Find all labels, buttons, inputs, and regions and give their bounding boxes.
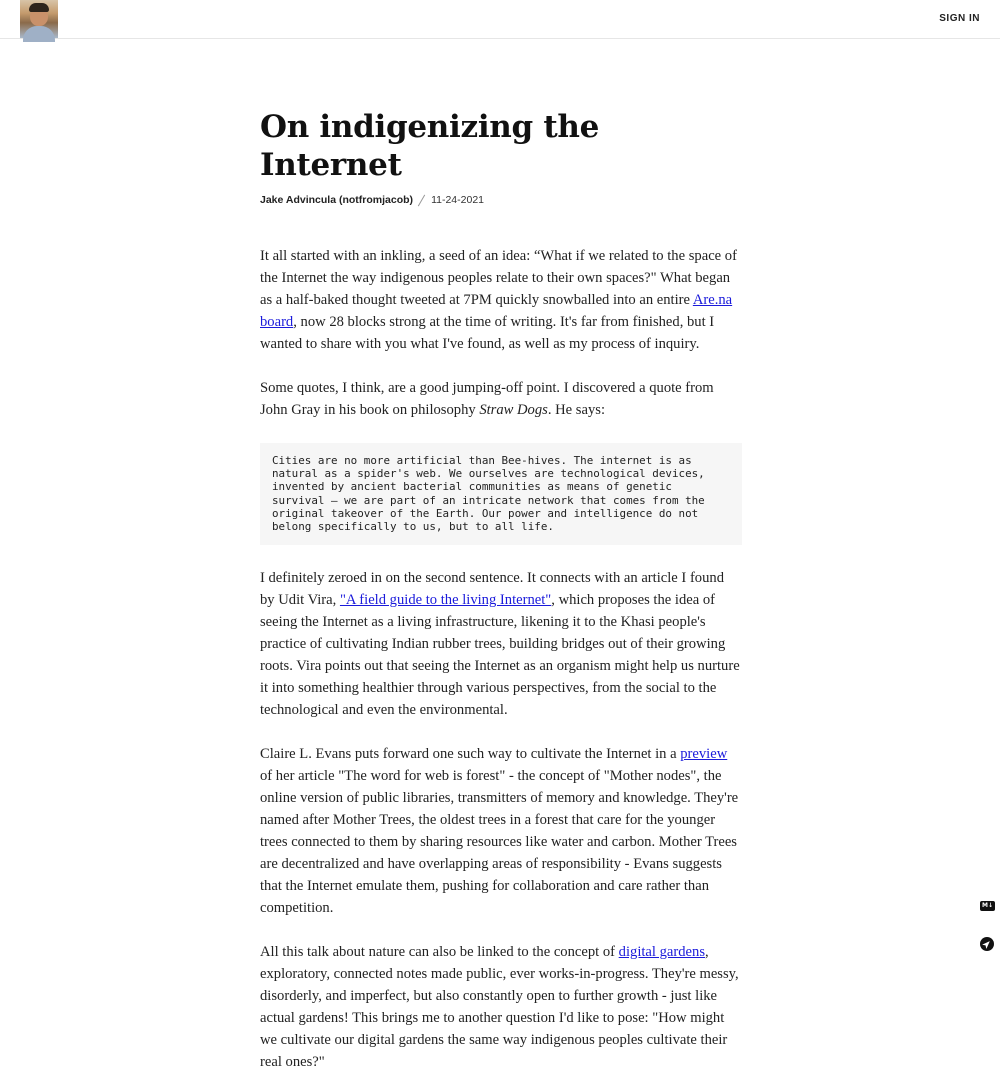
- author-avatar[interactable]: [20, 0, 58, 38]
- paragraph-field-guide: [260, 567, 742, 721]
- field-guide-link[interactable]: "A field guide to the living Internet": [339, 592, 552, 609]
- author-name[interactable]: Jake Advincula (notfromjacob): [260, 194, 414, 206]
- preview-link[interactable]: preview: [680, 746, 728, 763]
- article-meta: [260, 193, 742, 207]
- book-title: Straw Dogs: [479, 402, 548, 418]
- digital-gardens-link[interactable]: digital gardens: [618, 944, 705, 961]
- paragraph-mother-nodes: [260, 743, 742, 919]
- paragraph-text: I definitely zeroed in on the second sentence. It connects with an article I found by Udit Vira,: [260, 570, 724, 609]
- paragraph-text: All this talk about nature can also be linked to the concept of: [260, 944, 619, 961]
- paragraph-text: of her article "The word for web is forest" - the concept of "Mother nodes", the online version of public libraries, transmitters of memory and knowledge. They're named after Mother Trees, the oldest trees in a forest that care for the younger trees connected to them by sharing resources like water and carbon. Mother Trees are decentralized and have overlapping areas of responsibility - Evans suggests that the Internet emulate them, pushing for collaboration and care rather than competition.: [260, 768, 739, 917]
- paragraph-text: , which proposes the idea of seeing the Internet as a living infrastructure, likening it to the Khasi people's practice of cultivating Indian rubber trees, building bridges out of their growing roots. Vira points out that seeing the Internet as an organism might help us nurture it into something healthier through various perspectives, from the social to the technological and even the environmental.: [260, 592, 740, 719]
- paragraph-text: . He says:: [547, 402, 605, 418]
- markdown-icon[interactable]: M↓: [982, 902, 993, 909]
- page-title: On indigenizing the Internet: [260, 109, 600, 183]
- sign-in-button[interactable]: SIGN IN: [939, 13, 980, 24]
- top-bar: [0, 0, 1000, 39]
- arena-board-link[interactable]: Are.na board: [260, 292, 733, 330]
- avatar-hair: [29, 3, 49, 12]
- paragraph-text: , now 28 blocks strong at the time of writing. It's far from finished, but I wanted to share with you what I've found, as well as my process of inquiry.: [260, 314, 715, 352]
- paragraph-text: Claire L. Evans puts forward one such way to cultivate the Internet in a: [260, 746, 681, 763]
- compass-icon[interactable]: [980, 937, 994, 951]
- paragraph-intro: [260, 245, 742, 355]
- paragraph-text: It all started with an inkling, a seed of an idea: “What if we related to the space of the Internet the way indigenous peoples relate to their own spaces?" What began as a half-baked thought tweeted at 7PM quickly snowballed into an entire: [260, 248, 737, 308]
- article: [260, 108, 742, 1073]
- code-quote-block: Cities are no more artificial than Bee-hives. The internet is as natural as a spider's web. We ourselves are technological devices, invented by ancient bacterial communities as means of genetic survival – we are part of an intricate network that comes from the original takeover of the Earth. Our power and intelligence do not belong specifically to us, but to all life.: [260, 443, 742, 545]
- paragraph-text: Some quotes, I think, are a good jumping-off point. I discovered a quote from John Gray in his book on philosophy: [260, 380, 714, 418]
- meta-divider: [418, 194, 425, 206]
- paragraph-digital-gardens: [260, 941, 742, 1073]
- paragraph-quotes: [260, 377, 742, 421]
- avatar-shirt: [23, 26, 55, 42]
- publish-date: 11-24-2021: [431, 194, 484, 206]
- paragraph-text: , exploratory, connected notes made public, ever works-in-progress. They're messy, disorderly, and imperfect, but also constantly open to further growth - just like actual gardens! This brings me to another question I'd like to pose: "How might we cultivate our digital gardens the same way indigenous peoples cultivate their real ones?": [260, 944, 739, 1071]
